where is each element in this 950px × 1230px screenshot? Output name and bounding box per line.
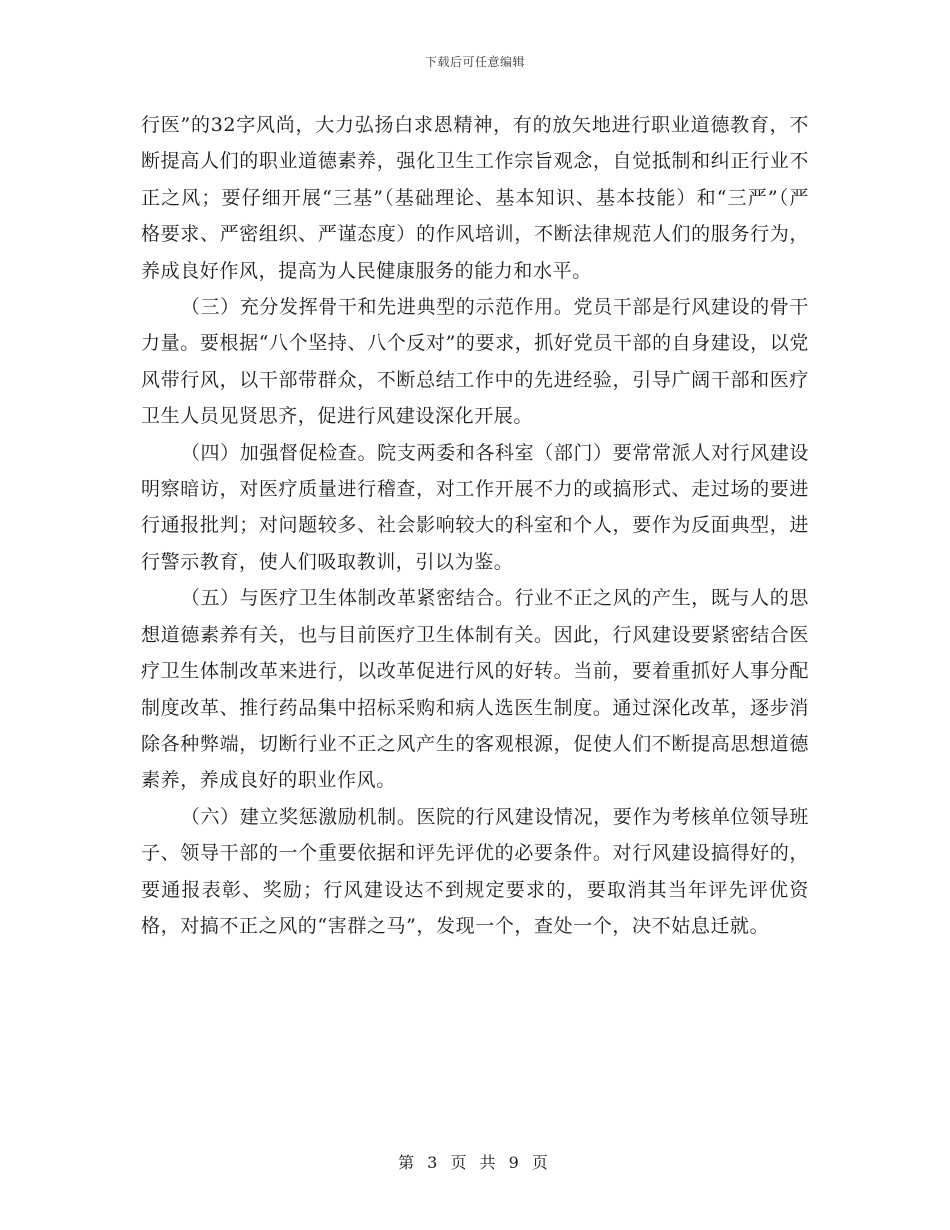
paragraph-section-3: （三）充分发挥骨干和先进典型的示范作用。党员干部是行风建设的骨干力量。要根据“八个坚持、八个反对”的要求，抓好党员干部的自身建设，以党风带行风，以干部带群众，不断总结工作中的先进经验，引导广阔干部和医疗卫生人员见贤思齐，促进行风建设深化开展。 (141, 296, 809, 428)
paragraph-section-4: （四）加强督促检查。院支两委和各科室（部门）要常常派人对行风建设明察暗访，对医疗质量进行稽查，对工作开展不力的或搞形式、走过场的要进行通报批判；对问题较多、社会影响较大的科室和个人，要作为反面典型，进行警示教育，使人们吸取教训，引以为鉴。 (141, 441, 809, 573)
paragraph-continuation: 行医”的32字风尚，大力弘扬白求恩精神，有的放矢地进行职业道德教育，不断提高人们的职业道德素养，强化卫生工作宗旨观念，自觉抵制和纠正行业不正之风；要仔细开展“三基”（基础理论、基本知识、基本技能）和“三严”（严格要求、严密组织、严谨态度）的作风培训，不断法律规范人们的服务行为，养成良好作风，提高为人民健康服务的能力和水平。 (141, 114, 809, 282)
header-note: 下载后可任意编辑 (424, 55, 525, 69)
paragraph-section-5: （五）与医疗卫生体制改革紧密结合。行业不正之风的产生，既与人的思想道德素养有关，也与目前医疗卫生体制有关。因此，行风建设要紧密结合医疗卫生体制改革来进行，以改革促进行风的好转。当前，要着重抓好人事分配制度改革、推行药品集中招标采购和病人选医生制度。通过深化改革，逐步消除各种弊端，切断行业不正之风产生的客观根源，促使人们不断提高思想道德素养，养成良好的职业作风。 (141, 587, 809, 792)
document-body (141, 107, 809, 944)
paragraph-section-6: （六）建立奖惩激励机制。医院的行风建设情况，要作为考核单位领导班子、领导干部的一个重要依据和评先评优的必要条件。对行风建设搞得好的，要通报表彰、奖励；行风建设达不到规定要求的，要取消其当年评先评优资格，对搞不正之风的“害群之马”，发现一个，查处一个，决不姑息迁就。 (141, 805, 809, 937)
page-number-footer: 第 3 页 共 9 页 (398, 1153, 552, 1172)
